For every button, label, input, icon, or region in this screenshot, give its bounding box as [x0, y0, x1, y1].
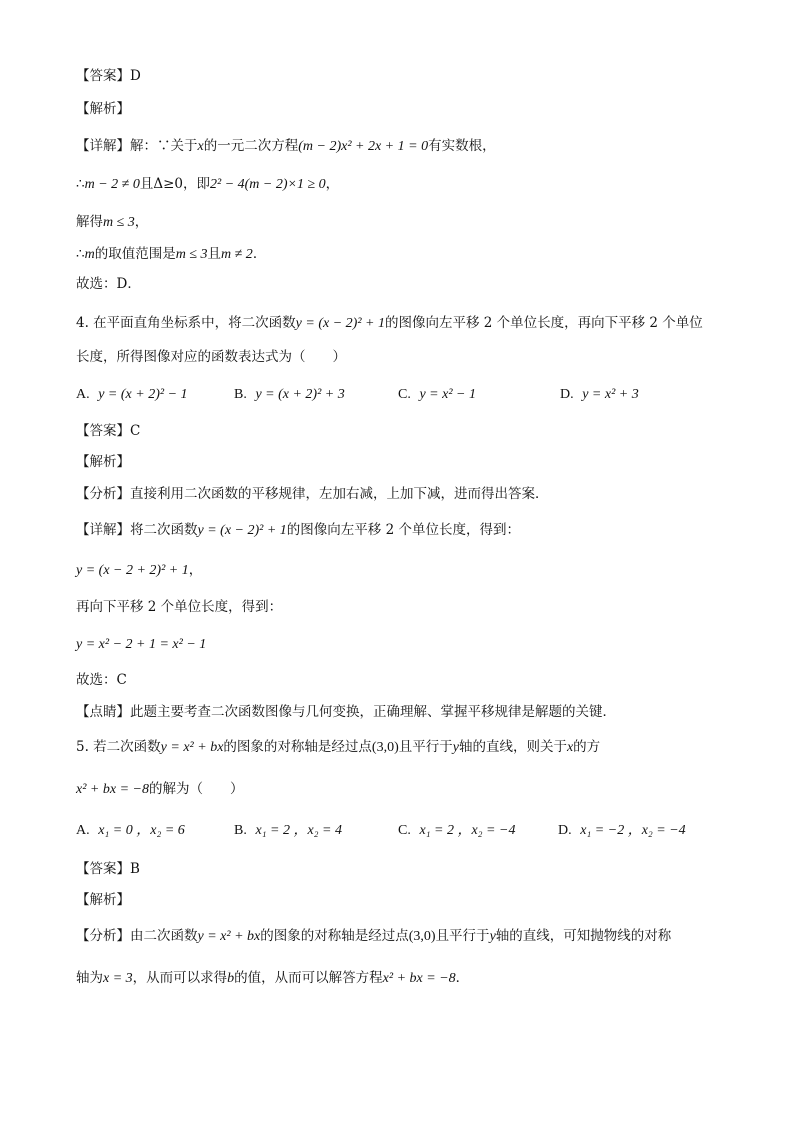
q3-answer: 【答案】D	[76, 68, 141, 84]
q5-option-b-label: B.	[234, 823, 247, 838]
q5-stem-x: x	[566, 740, 574, 755]
q4-analysis-label: 【解析】	[76, 454, 130, 470]
q5-fenxi-point: (3,0)	[408, 929, 436, 944]
q3-range-line	[76, 244, 266, 265]
q3-choice: 故选：D．	[76, 276, 141, 292]
q3-range-and: 且	[207, 246, 222, 262]
q5-stem-mid3: 轴的直线，则关于	[458, 739, 567, 755]
q5-option-d-label: D.	[558, 823, 572, 838]
q5-fenxi-line-1	[76, 926, 671, 947]
q5-fenxi-mid: 的图象的对称轴是经过点	[260, 928, 409, 944]
q4-option-d	[560, 384, 639, 405]
q5-fenxi-end: 轴的直线，可知抛物线的对称	[495, 928, 672, 944]
q3-detail-mid: 的一元二次方程	[203, 138, 299, 154]
q3-solve-end: ，	[134, 214, 149, 230]
q4-dianjing: 【点睛】此题主要考查二次函数图像与几何变换，正确理解、掌握平移规律是解题的关键．	[76, 704, 616, 720]
q3-cond-and: 且Δ≥0，即	[139, 176, 210, 192]
q4-option-c-expr: y = x² − 1	[419, 387, 476, 402]
q5-stem-line-2	[76, 779, 243, 800]
q3-range-1: m ≤ 3	[175, 247, 208, 262]
q5-stem-l2: 的解为（ ）	[148, 781, 244, 797]
q4-stem-func: y = (x − 2)² + 1	[295, 316, 385, 331]
q3-solve-line	[76, 212, 148, 233]
q4-stem-line-1	[76, 313, 703, 334]
q3-cond-prefix: ∴	[76, 176, 85, 192]
q3-detail-suffix: 有实数根，	[428, 138, 496, 154]
q4-step-1	[76, 560, 202, 581]
q3-detail-line	[76, 136, 496, 157]
q4-detail-line	[76, 520, 520, 541]
q4-step-2: 再向下平移 2 个单位长度，得到：	[76, 599, 283, 615]
q3-solve-prefix: 解得	[76, 214, 103, 230]
q3-equation: (m − 2)x² + 2x + 1 = 0	[298, 139, 429, 154]
q3-range-prefix: ∴	[76, 246, 85, 262]
q5-l2-b: b	[227, 971, 235, 986]
q5-stem-func: y = x² + bx	[160, 740, 224, 755]
q5-option-a-label: A.	[76, 823, 90, 838]
q4-option-d-expr: y = x² + 3	[582, 387, 639, 402]
q4-step-1-end: ，	[188, 562, 203, 578]
q5-fenxi-prefix: 【分析】由二次函数	[76, 928, 198, 944]
q4-detail-func: y = (x − 2)² + 1	[197, 523, 287, 538]
q4-fenxi: 【分析】直接利用二次函数的平移规律，左加右减，上加下减，进而得出答案．	[76, 486, 549, 502]
q4-step-3-expr: y = x² − 2 + 1 = x² − 1	[76, 637, 207, 652]
q3-range-2: m ≠ 2	[221, 247, 253, 262]
q5-option-d-expr: x₁ = −2 ，x₂ = −4	[580, 823, 686, 838]
q4-stem-b: 的图像向左平移 2 个单位长度，再向下平移 2 个单位	[384, 315, 703, 331]
q5-option-c-label: C.	[398, 823, 411, 838]
q5-option-c	[398, 820, 515, 841]
q5-option-b-expr: x₁ = 2 ，x₂ = 4	[255, 823, 342, 838]
q4-detail-prefix: 【详解】将二次函数	[76, 522, 198, 538]
q5-fenxi-func: y = x² + bx	[197, 929, 261, 944]
q5-option-d	[558, 820, 686, 841]
q4-option-b-label: B.	[234, 387, 247, 402]
q4-option-a	[76, 384, 188, 405]
q3-solve-value: m ≤ 3	[103, 215, 135, 230]
q5-option-c-expr: x₁ = 2 ，x₂ = −4	[419, 823, 516, 838]
q5-option-a	[76, 820, 185, 841]
q4-option-b	[234, 384, 345, 405]
q3-range-end: ．	[252, 246, 267, 262]
q4-step-1-expr: y = (x − 2 + 2)² + 1	[76, 563, 189, 578]
q3-cond-end: ，	[325, 176, 340, 192]
q4-detail-suffix: 的图像向左平移 2 个单位长度，得到：	[286, 522, 520, 538]
q4-option-c	[398, 384, 476, 405]
q5-l2-mid: ，从而可以求得	[132, 970, 228, 986]
q3-var-x: x	[197, 139, 204, 154]
q5-stem-y: y	[452, 740, 459, 755]
q5-answer: 【答案】B	[76, 861, 140, 877]
q5-fenxi-y: y	[489, 929, 496, 944]
q5-stem-eq: x² + bx = −8	[76, 782, 149, 797]
q5-analysis-label: 【解析】	[76, 892, 130, 908]
q4-option-a-label: A.	[76, 387, 90, 402]
q5-fenxi-line-2	[76, 968, 469, 989]
q5-l2-prefix: 轴为	[76, 970, 103, 986]
q3-range-mid: 的取值范围是	[94, 246, 176, 262]
q5-option-b	[234, 820, 342, 841]
q5-stem-mid: 的图象的对称轴是经过点	[223, 739, 372, 755]
q3-detail-prefix: 【详解】解：∵关于	[76, 138, 198, 154]
q5-stem-mid2: 且平行于	[398, 739, 453, 755]
q3-condition-line	[76, 174, 339, 195]
q5-stem-prefix: 5. 若二次函数	[76, 739, 161, 755]
q3-analysis-label: 【解析】	[76, 101, 130, 117]
q4-option-c-label: C.	[398, 387, 411, 402]
q5-l2-eq: x² + bx = −8	[382, 971, 456, 986]
q5-stem-point: (3,0)	[371, 740, 399, 755]
q4-choice: 故选：C	[76, 672, 127, 688]
q4-answer: 【答案】C	[76, 423, 141, 439]
q4-option-d-label: D.	[560, 387, 574, 402]
q4-option-b-expr: y = (x + 2)² + 3	[255, 387, 345, 402]
q4-stem-line-2: 长度，所得图像对应的函数表达式为（ ）	[76, 349, 346, 365]
q4-step-3	[76, 634, 206, 655]
q5-stem-end: 的方	[573, 739, 601, 755]
q5-stem-line-1	[76, 737, 600, 758]
q5-l2-mid2: 的值，从而可以解答方程	[234, 970, 383, 986]
q4-option-a-expr: y = (x + 2)² − 1	[98, 387, 188, 402]
q5-l2-axis: x = 3	[103, 971, 133, 986]
q5-option-a-expr: x₁ = 0 ，x₂ = 6	[98, 823, 185, 838]
q3-cond-2: 2² − 4(m − 2)×1 ≥ 0	[210, 177, 326, 192]
q3-range-var: m	[84, 247, 95, 262]
q4-stem-a: 4. 在平面直角坐标系中，将二次函数	[76, 315, 296, 331]
q5-fenxi-mid2: 且平行于	[435, 928, 490, 944]
q5-l2-end: ．	[455, 970, 470, 986]
q3-cond-1: m − 2 ≠ 0	[84, 177, 140, 192]
